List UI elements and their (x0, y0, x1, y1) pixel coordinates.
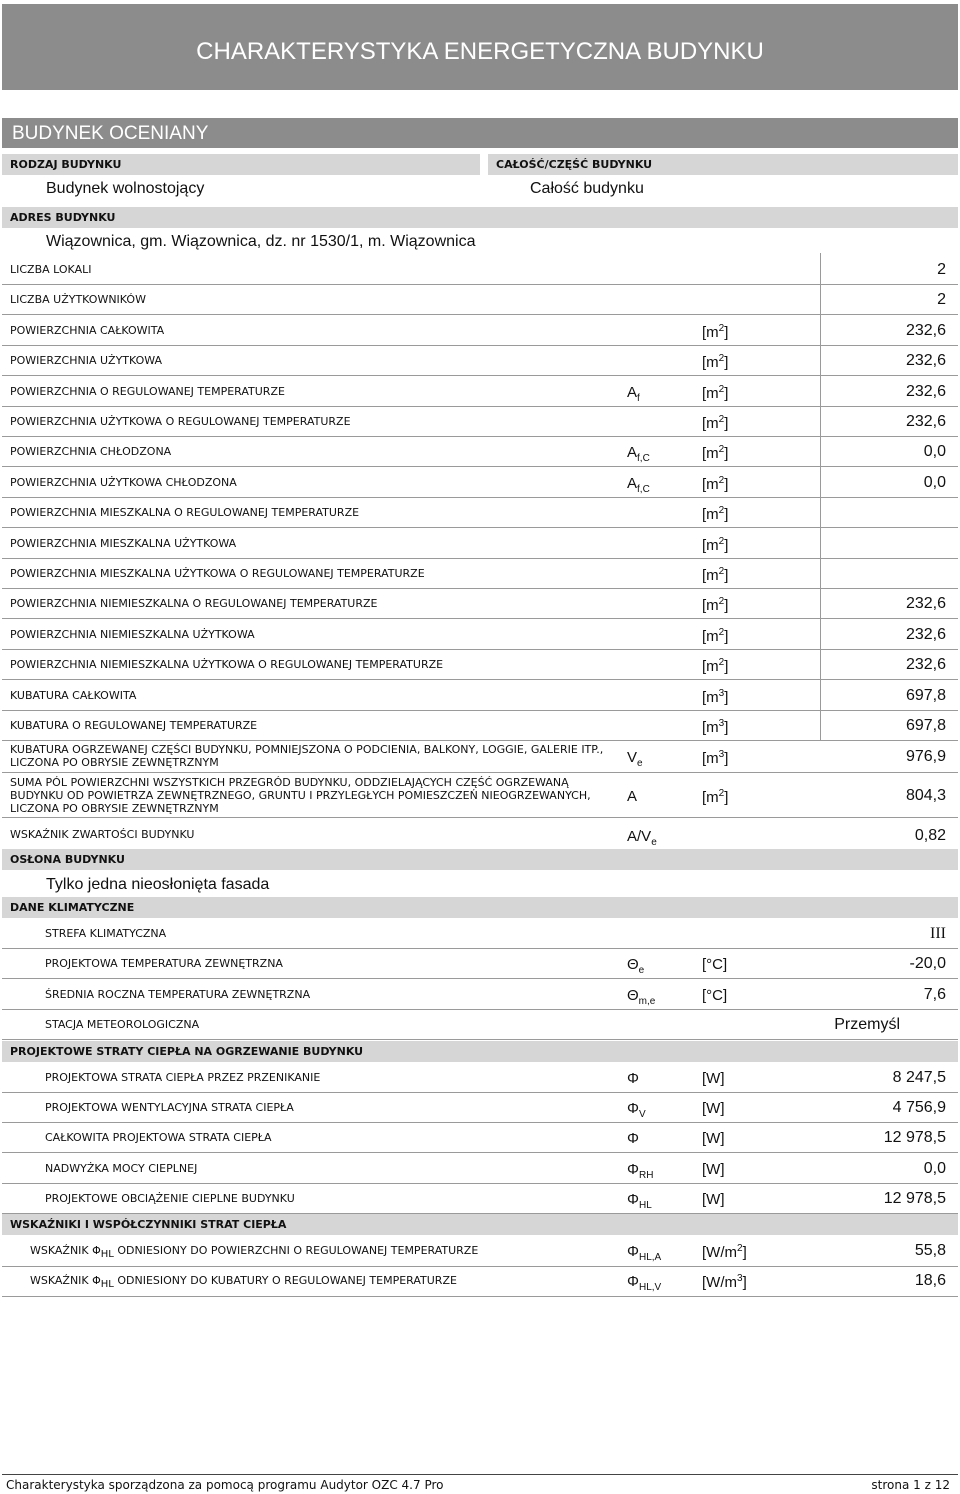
row-value: 12 978,5 (883, 1129, 946, 1146)
row-value: 232,6 (905, 413, 946, 430)
calosc-label: CAŁOŚĆ/CZĘŚĆ BUDYNKU (496, 158, 653, 171)
oslona-label: OSŁONA BUDYNKU (10, 853, 125, 866)
section-title: BUDYNEK OCENIANY (12, 123, 209, 144)
row-symbol: $\Phi_{RH}$ (627, 1161, 654, 1181)
row-symbol: Φ (627, 1070, 639, 1087)
column-divider (820, 253, 821, 284)
oslona-header (2, 849, 958, 870)
row-value: Przemyśl (834, 1016, 900, 1033)
data-row (2, 345, 958, 376)
data-row (2, 467, 958, 498)
row-symbol: $\Phi_{HL,A}$ (627, 1243, 662, 1263)
column-divider (820, 375, 821, 406)
row-unit: $[m^2]$ (702, 566, 729, 584)
row-unit: [W] (702, 1100, 725, 1117)
column-divider (820, 344, 821, 375)
suma-pol-value: 804,3 (905, 787, 946, 804)
row-unit: $[m^2]$ (702, 596, 729, 614)
data-row (2, 284, 958, 315)
row-symbol: $\Phi_{HL,V}$ (627, 1273, 662, 1293)
data-row (2, 315, 958, 346)
row-symbol: Φ (627, 1130, 639, 1147)
klimat-label: DANE KLIMATYCZNE (10, 901, 135, 914)
column-divider (820, 709, 821, 740)
klimat-row (2, 1009, 958, 1040)
kubatura-ogrzewana-label: KUBATURA OGRZEWANEJ CZĘŚCI BUDYNKU, POMNIEJSZONA O PODCIENIA, BALKONY, LOGGIE, GALERIE ITP., LICZONA PO OBRYSIE ZEWNĘTRZNYM (10, 743, 604, 769)
row-unit: $[m^2]$ (702, 414, 729, 432)
wskaznik-row (2, 1235, 958, 1267)
row-label: NADWYŻKA MOCY CIEPLNEJ (45, 1162, 198, 1175)
suma-pol-symbol: A (627, 788, 638, 805)
suma-pol-unit: $[m^2]$ (702, 788, 729, 806)
row-symbol: $\Phi_{HL}$ (627, 1191, 652, 1211)
row-value: -20,0 (909, 955, 946, 972)
wskaznik-zwartosci-row (2, 818, 958, 848)
row-value: 232,6 (905, 383, 946, 400)
footer-note: Charakterystyka sporządzona za pomocą programu Audytor OZC 4.7 Pro (6, 1478, 444, 1492)
row-symbol: $\Theta_{m,e}$ (627, 987, 656, 1007)
row-unit: $[m^2]$ (702, 536, 729, 554)
column-divider (820, 466, 821, 497)
row-unit: $[m^2]$ (702, 384, 729, 402)
section-header (2, 118, 958, 148)
data-row (2, 528, 958, 559)
footer-divider (2, 1474, 958, 1475)
row-unit: [°C] (702, 956, 728, 973)
column-divider (820, 618, 821, 649)
row-unit: $[m^2]$ (702, 505, 729, 523)
row-label: PROJEKTOWA WENTYLACYJNA STRATA CIEPŁA (45, 1101, 294, 1114)
suma-pol-row (2, 773, 958, 818)
row-symbol: $A_{f,C}$ (627, 444, 650, 464)
title-bar (2, 4, 958, 90)
row-symbol: $A_f$ (627, 384, 640, 404)
column-divider (820, 679, 821, 710)
row-unit: $[m^2]$ (702, 444, 729, 462)
row-unit: $[m^2]$ (702, 627, 729, 645)
row-value: 4 756,9 (892, 1099, 946, 1116)
row-label: POWIERZCHNIA UŻYTKOWA (10, 354, 163, 367)
row-label: POWIERZCHNIA CHŁODZONA (10, 445, 172, 458)
straty-label: PROJEKTOWE STRATY CIEPŁA NA OGRZEWANIE BUDYNKU (10, 1045, 364, 1058)
data-row (2, 649, 958, 680)
row-label: POWIERZCHNIA MIESZKALNA UŻYTKOWA O REGULOWANEJ TEMPERATURZE (10, 567, 425, 580)
row-label: KUBATURA O REGULOWANEJ TEMPERATURZE (10, 719, 258, 732)
row-label: ŚREDNIA ROCZNA TEMPERATURA ZEWNĘTRZNA (45, 988, 311, 1001)
row-unit: [W] (702, 1191, 725, 1208)
straty-row (2, 1062, 958, 1093)
row-label: CAŁKOWITA PROJEKTOWA STRATA CIEPŁA (45, 1131, 272, 1144)
klimat-row (2, 948, 958, 979)
row-label: POWIERZCHNIA O REGULOWANEJ TEMPERATURZE (10, 385, 285, 398)
klimat-header (2, 897, 958, 918)
row-symbol: $A_{f,C}$ (627, 475, 650, 495)
row-value: 0,0 (923, 1160, 946, 1177)
rodzaj-header (2, 154, 480, 175)
row-value: 0,0 (923, 443, 946, 460)
row-label: POWIERZCHNIA NIEMIESZKALNA UŻYTKOWA O REGULOWANEJ TEMPERATURZE (10, 658, 444, 671)
row-label: WSKAŹNIK $\Phi_{HL}$ ODNIESIONY DO POWIERZCHNI O REGULOWANEJ TEMPERATURZE (30, 1244, 479, 1261)
row-value: 55,8 (914, 1242, 946, 1259)
row-label: POWIERZCHNIA CAŁKOWITA (10, 324, 165, 337)
row-label: POWIERZCHNIA UŻYTKOWA O REGULOWANEJ TEMPERATURZE (10, 415, 351, 428)
row-unit: $[W/m^2]$ (702, 1243, 747, 1261)
column-divider (820, 435, 821, 466)
row-unit: $[m^2]$ (702, 353, 729, 371)
row-unit: [W] (702, 1130, 725, 1147)
straty-row (2, 1092, 958, 1123)
data-row (2, 588, 958, 619)
oslona-value: Tylko jedna nieosłonięta fasada (46, 876, 270, 893)
suma-pol-label: SUMA PÓL POWIERZCHNI WSZYSTKICH PRZEGRÓD BUDYNKU, ODDZIELAJĄCYCH CZĘŚĆ OGRZEWANĄ BUDYNKU OD POWIETRZA ZEWNĘTRZNEGO, GRUNTU I PRZYLEGŁYCH POMIESZCZEŃ NIEOGRZEWANYCH, LICZONA PO OBRYSIE ZEWNĘTRZNYM (10, 776, 591, 815)
row-value: 2 (937, 291, 946, 308)
kubatura-ogrzewana-value: 976,9 (905, 748, 946, 765)
row-label: POWIERZCHNIA MIESZKALNA UŻYTKOWA (10, 537, 237, 550)
row-unit: $[m^2]$ (702, 475, 729, 493)
row-value: 232,6 (905, 595, 946, 612)
data-row (2, 558, 958, 589)
row-label: LICZBA LOKALI (10, 263, 92, 276)
row-unit: $[m^2]$ (702, 323, 729, 341)
row-unit: $[m^2]$ (702, 657, 729, 675)
data-row (2, 406, 958, 437)
column-divider (820, 314, 821, 345)
straty-row (2, 1122, 958, 1153)
kubatura-ogrzewana-row (2, 740, 958, 773)
calosc-header (488, 154, 958, 175)
row-label: PROJEKTOWA STRATA CIEPŁA PRZEZ PRZENIKANIE (45, 1071, 321, 1084)
adres-header (2, 207, 958, 228)
column-divider (820, 648, 821, 679)
adres-label: ADRES BUDYNKU (10, 211, 116, 224)
row-value: 232,6 (905, 626, 946, 643)
data-row (2, 254, 958, 285)
wskaznik-zwartosci-label: WSKAŹNIK ZWARTOŚCI BUDYNKU (10, 828, 195, 841)
row-value: 12 978,5 (883, 1190, 946, 1207)
column-divider (820, 557, 821, 588)
calosc-value: Całość budynku (530, 180, 644, 197)
page-number: strona 1 z 12 (871, 1478, 950, 1492)
wskaznik-row (2, 1265, 958, 1297)
rodzaj-label: RODZAJ BUDYNKU (10, 158, 122, 171)
row-label: PROJEKTOWE OBCIĄŻENIE CIEPLNE BUDYNKU (45, 1192, 295, 1205)
kubatura-ogrzewana-unit: $[m^3]$ (702, 749, 729, 767)
rodzaj-value: Budynek wolnostojący (46, 180, 205, 197)
wskaznik-zwartosci-value: 0,82 (914, 827, 946, 844)
row-symbol: $\Phi_V$ (627, 1100, 646, 1120)
row-unit: [W] (702, 1161, 725, 1178)
row-unit: [°C] (702, 987, 728, 1004)
row-value: 7,6 (923, 986, 946, 1003)
row-label: PROJEKTOWA TEMPERATURA ZEWNĘTRZNA (45, 957, 283, 970)
column-divider (820, 283, 821, 314)
row-label: POWIERZCHNIA MIESZKALNA O REGULOWANEJ TEMPERATURZE (10, 506, 360, 519)
kubatura-ogrzewana-symbol: $V_e$ (627, 749, 643, 769)
column-divider (820, 587, 821, 618)
row-value: 2 (937, 261, 946, 278)
row-label: POWIERZCHNIA UŻYTKOWA CHŁODZONA (10, 476, 237, 489)
data-row (2, 436, 958, 467)
row-label: STREFA KLIMATYCZNA (45, 927, 167, 940)
row-symbol: $\Theta_e$ (627, 956, 645, 976)
row-value: 697,8 (905, 687, 946, 704)
data-row (2, 680, 958, 711)
row-unit: [W] (702, 1070, 725, 1087)
row-unit: $[m^3]$ (702, 688, 729, 706)
row-unit: $[W/m^3]$ (702, 1273, 747, 1291)
data-row (2, 619, 958, 650)
row-value: III (930, 925, 946, 942)
row-value: 232,6 (905, 656, 946, 673)
row-label: LICZBA UŻYTKOWNIKÓW (10, 293, 146, 306)
row-value: 0,0 (923, 474, 946, 491)
data-row (2, 376, 958, 407)
row-value: 8 247,5 (892, 1069, 946, 1086)
adres-value: Wiązownica, gm. Wiązownica, dz. nr 1530/1, m. Wiązownica (46, 233, 476, 250)
data-row (2, 497, 958, 528)
row-value: 232,6 (905, 322, 946, 339)
wskaznik-zwartosci-symbol: $A/V_e$ (627, 828, 657, 848)
klimat-row (2, 979, 958, 1010)
data-row (2, 710, 958, 741)
row-value: 18,6 (914, 1272, 946, 1289)
row-label: POWIERZCHNIA NIEMIESZKALNA UŻYTKOWA (10, 628, 255, 641)
row-value: 697,8 (905, 717, 946, 734)
klimat-row (2, 918, 958, 949)
row-unit: $[m^3]$ (702, 718, 729, 736)
page-title: CHARAKTERYSTYKA ENERGETYCZNA BUDYNKU (196, 38, 764, 65)
column-divider (820, 405, 821, 436)
row-label: POWIERZCHNIA NIEMIESZKALNA O REGULOWANEJ TEMPERATURZE (10, 597, 378, 610)
straty-row (2, 1153, 958, 1184)
row-label: STACJA METEOROLOGICZNA (45, 1018, 200, 1031)
wskazniki-label: WSKAŹNIKI I WSPÓŁCZYNNIKI STRAT CIEPŁA (10, 1218, 287, 1231)
straty-header (2, 1041, 958, 1062)
column-divider (820, 527, 821, 558)
row-label: KUBATURA CAŁKOWITA (10, 689, 137, 702)
row-label: WSKAŹNIK $\Phi_{HL}$ ODNIESIONY DO KUBATURY O REGULOWANEJ TEMPERATURZE (30, 1274, 457, 1291)
straty-row (2, 1183, 958, 1214)
row-value: 232,6 (905, 352, 946, 369)
column-divider (820, 496, 821, 527)
wskazniki-header (2, 1214, 958, 1235)
